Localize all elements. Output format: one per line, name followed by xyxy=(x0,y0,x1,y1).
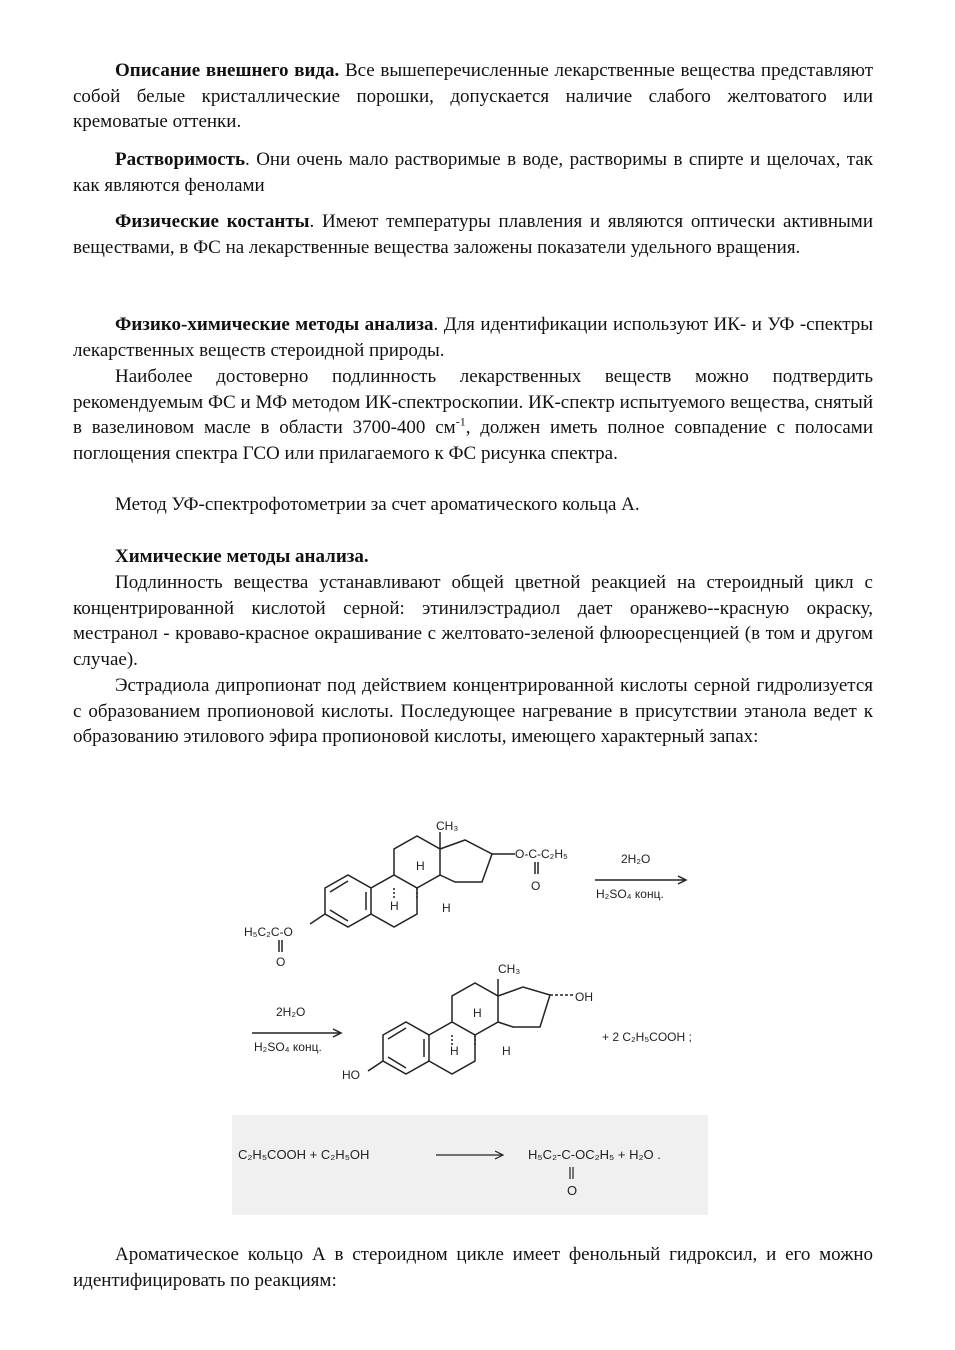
paragraph-color-reaction xyxy=(73,570,873,672)
label-h-6: H xyxy=(502,1044,511,1058)
text-aromatic-ring: Ароматическое кольцо А в стероидном цикле имеет фенольный гидроксил, и его можно идентифицировать по реакциям: xyxy=(73,1244,873,1291)
text-color-reaction: Подлинность вещества устанавливают общей цветной реакцией на стероидный цикл с концентрированной кислотой серной: этинилэстрадиол дает оранжево--красную окраску, местранол - кроваво-красное окрашивание с желтовато-зеленой флюоресценцией (в том и другом случае). xyxy=(73,572,873,670)
paragraph-solubility xyxy=(73,147,873,198)
label-product-propionic-acid: + 2 C₂H₅COOH ; xyxy=(602,1030,692,1044)
scheme-estradiol-dipropionate xyxy=(230,810,730,970)
label-reagent-bottom-1: H₂SO₄ конц. xyxy=(596,887,664,901)
text-dipropionate: Эстрадиола дипропионат под действием концентрированной кислоты серной гидролизуется с образованием пропионовой кислоты. Последующее нагревание в присутствии этанола ведет к образованию этилового эфира пропионовой кислоты, имеющего характерный запах: xyxy=(73,675,873,748)
label-h-5: H xyxy=(450,1044,459,1058)
label-oh: OH xyxy=(575,990,593,1004)
heading-physical-constants: Физические костанты xyxy=(115,211,310,232)
label-ch3: CH₃ xyxy=(436,819,459,833)
text-uv: Метод УФ-спектрофотометрии за счет ароматического кольца А. xyxy=(115,494,640,515)
label-ester-left: H₅C₂C-O xyxy=(244,925,293,939)
paragraph-chem-methods-heading xyxy=(73,544,873,570)
scheme-estradiol-product xyxy=(240,955,740,1085)
label-h-1: H xyxy=(416,859,425,873)
equation-o: O xyxy=(567,1183,578,1198)
steroid-structure-1 xyxy=(230,810,730,970)
paragraph-aromatic-ring xyxy=(73,1242,873,1293)
text-ir-sup: -1 xyxy=(455,414,466,429)
label-ch3-2: CH₃ xyxy=(498,962,521,976)
label-reagent-top-2: 2H₂O xyxy=(276,1005,306,1019)
steroid-structure-2 xyxy=(240,955,740,1085)
paragraph-ir-spectroscopy xyxy=(73,364,873,466)
label-ester-top-o: O xyxy=(531,879,541,893)
text-ir-b: , должен иметь полное совпадение с полосами поглощения спектра ГСО или прилагаемого к ФС рисунка спектра. xyxy=(73,417,873,464)
text-appearance: Все вышеперечисленные лекарственные вещества представляют собой белые кристаллические порошки, допускается наличие слабого желтоватого или кремоватые оттенки. xyxy=(73,60,874,133)
text-physical-constants: . Имеют температуры плавления и являются оптически активными веществами, в ФС на лекарственные вещества заложены показатели удельного вращения. xyxy=(73,211,873,258)
heading-chem-methods: Химические методы анализа. xyxy=(115,546,369,567)
equation-left: C₂H₅COOH + C₂H₅OH xyxy=(238,1147,370,1162)
label-ester-left-o: O xyxy=(276,955,286,969)
text-solubility: . Они очень мало растворимые в воде, растворимы в спирте и щелочах, так как являются фенолами xyxy=(73,149,873,196)
label-h-2: H xyxy=(390,899,399,913)
label-reagent-top-1: 2H₂O xyxy=(621,852,651,866)
heading-physchem-methods: Физико-химические методы анализа xyxy=(115,314,434,335)
label-h-3: H xyxy=(442,901,451,915)
equation-right: H₅C₂-C-OC₂H₅ + H₂O . xyxy=(528,1147,661,1162)
paragraph-dipropionate xyxy=(73,673,873,750)
label-ester-top: O-C-C₂H₅ xyxy=(515,847,568,861)
paragraph-physical-constants xyxy=(73,209,873,260)
label-ho: HO xyxy=(342,1068,360,1082)
paragraph-physchem-methods xyxy=(73,312,873,363)
esterification-equation-box xyxy=(232,1115,708,1215)
text-physchem-methods: . Для идентификации используют ИК- и УФ -спектры лекарственных веществ стероидной природы. xyxy=(73,314,873,361)
label-reagent-bottom-2: H₂SO₄ конц. xyxy=(254,1040,322,1054)
heading-appearance: Описание внешнего вида. xyxy=(115,60,340,81)
esterification-equation xyxy=(232,1115,708,1215)
paragraph-appearance xyxy=(73,58,873,135)
label-h-4: H xyxy=(473,1006,482,1020)
text-ir-a: Наиболее достоверно подлинность лекарственных веществ можно подтвердить рекомендуемым ФС и МФ методом ИК-спектроскопии. ИК-спектр испытуемого вещества, снятый в вазелиновом масле в области 3700-400 см xyxy=(73,366,873,439)
heading-solubility: Растворимость xyxy=(115,149,246,170)
paragraph-uv xyxy=(73,492,873,518)
